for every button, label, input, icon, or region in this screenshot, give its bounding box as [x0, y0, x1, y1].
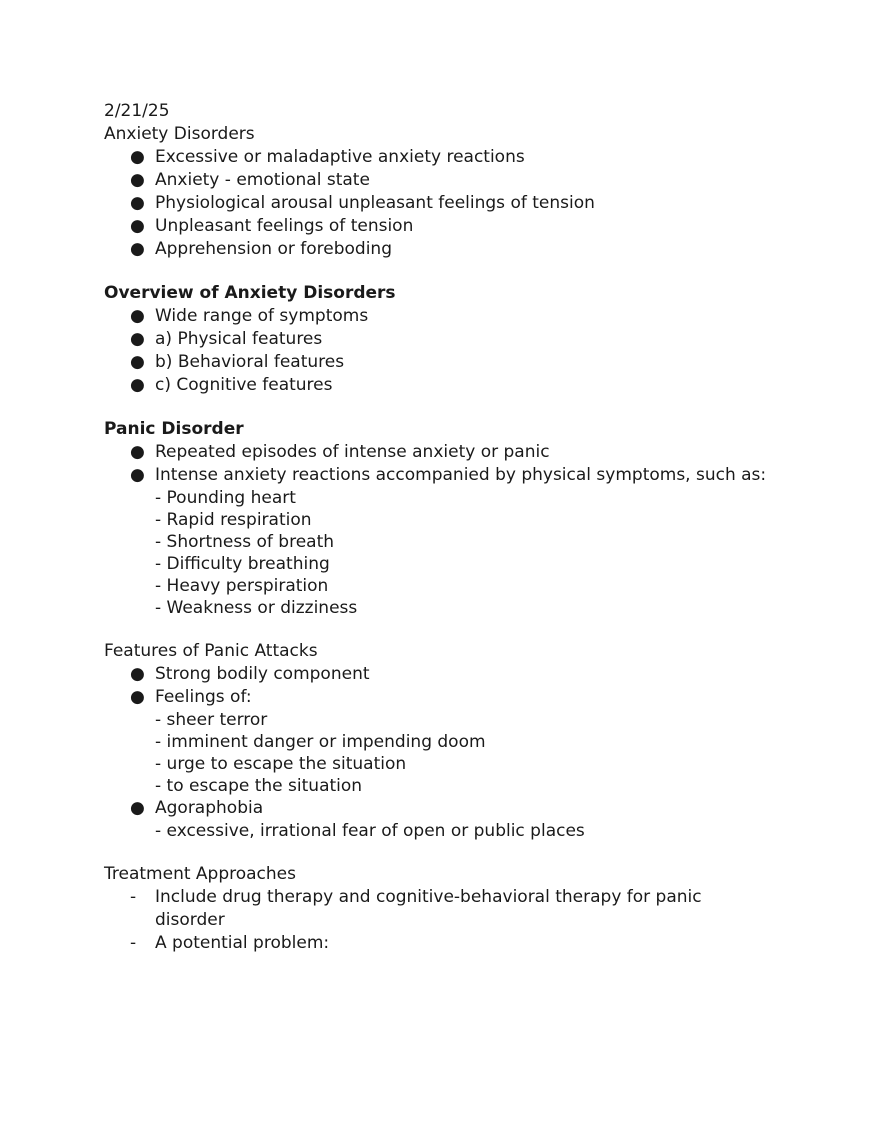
date-line: 2/21/25	[104, 101, 170, 121]
section-title-overview: Overview of Anxiety Disorders	[104, 283, 396, 303]
bullet-icon: ●	[130, 352, 145, 372]
list-item: ● Repeated episodes of intense anxiety or panic	[130, 442, 550, 462]
list-item: ● Unpleasant feelings of tension	[130, 216, 414, 236]
list-item: ● Agoraphobia - excessive, irrational fear of open or public places	[104, 797, 804, 842]
bullet-icon: ●	[130, 306, 145, 326]
sub-item: - excessive, irrational fear of open or public places	[155, 821, 585, 841]
list-item: ● Anxiety - emotional state	[130, 170, 370, 190]
bullet-icon: ●	[130, 239, 145, 259]
bullet-icon: ●	[130, 375, 145, 395]
bullet-icon: ●	[130, 193, 145, 213]
document-page	[104, 100, 804, 955]
list-item: ● Physiological arousal unpleasant feelings of tension	[130, 193, 595, 213]
bullet-list	[104, 441, 804, 619]
sub-item: - Shortness of breath	[155, 532, 335, 552]
sub-item: - Pounding heart	[155, 488, 296, 508]
list-item: ● Feelings of: - sheer terror - imminent danger or impending doom - urge to escape the situation - to escape the situation	[104, 686, 804, 797]
list-item: ● Apprehension or foreboding	[130, 239, 392, 259]
list-item: ● a) Physical features	[130, 329, 323, 349]
bullet-icon: ●	[130, 147, 145, 167]
bullet-icon: ●	[130, 798, 145, 818]
dash-icon: -	[130, 933, 137, 953]
bullet-icon: ●	[130, 442, 145, 462]
sub-item: - urge to escape the situation	[155, 754, 407, 774]
dash-icon: -	[130, 887, 137, 907]
section-title-features-panic-attacks: Features of Panic Attacks	[104, 641, 318, 661]
sub-item: - Difficulty breathing	[155, 554, 330, 574]
list-item: ● Wide range of symptoms	[130, 306, 369, 326]
sub-item: - Heavy perspiration	[155, 576, 329, 596]
list-item: ● b) Behavioral features	[130, 352, 345, 372]
bullet-icon: ●	[130, 664, 145, 684]
sub-item: - Weakness or dizziness	[155, 598, 358, 618]
list-item: ● Intense anxiety reactions accompanied by physical symptoms, such as: - Pounding heart - Rapid respiration - Shortness of breath - Difficulty breathing - Heavy perspiration - Weakness or dizziness	[104, 464, 804, 619]
bullet-list	[104, 663, 804, 842]
bullet-list	[104, 305, 804, 397]
list-item: ● Excessive or maladaptive anxiety reactions	[130, 147, 525, 167]
bullet-icon: ●	[130, 465, 145, 485]
list-item: ● Strong bodily component	[130, 664, 370, 684]
bullet-icon: ●	[130, 329, 145, 349]
sub-item: - imminent danger or impending doom	[155, 732, 486, 752]
section-title-anxiety-disorders: Anxiety Disorders	[104, 124, 255, 144]
sub-item: - Rapid respiration	[155, 510, 312, 530]
sub-item: - to escape the situation	[155, 776, 363, 796]
bullet-icon: ●	[130, 687, 145, 707]
dash-list	[104, 886, 804, 955]
section-title-panic-disorder: Panic Disorder	[104, 419, 244, 439]
bullet-icon: ●	[130, 170, 145, 190]
sub-item: - sheer terror	[155, 710, 268, 730]
bullet-icon: ●	[130, 216, 145, 236]
list-item: - A potential problem:	[130, 933, 330, 953]
list-item: ● c) Cognitive features	[130, 375, 333, 395]
section-title-treatment: Treatment Approaches	[104, 864, 296, 884]
list-item: - Include drug therapy and cognitive-behavioral therapy for panic disorder	[130, 887, 702, 930]
bullet-list	[104, 146, 804, 261]
